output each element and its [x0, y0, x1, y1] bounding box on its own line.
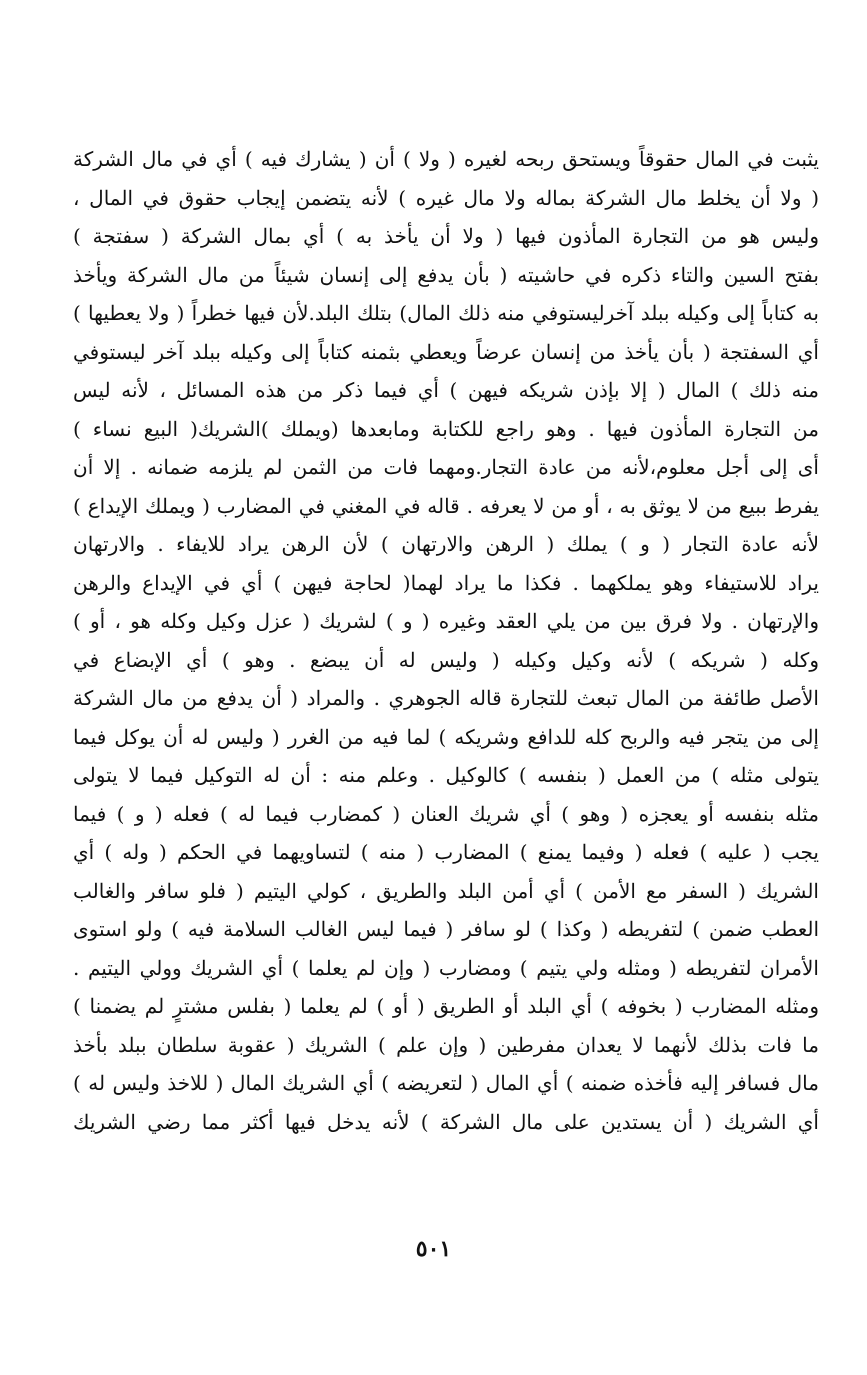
- text-line: يراد للاستيفاء وهو يملكهما . فكذا ما يراد لهما( لحاجة فيهن ) أي في الإيداع والرهن: [73, 570, 819, 595]
- text-line: ( ولا أن يخلط مال الشركة بماله ولا مال غيره ) لأنه يتضمن إيجاب حقوق في المال ،: [73, 185, 819, 210]
- text-line: أي الشريك ( أن يستدين على مال الشركة ) لأنه يدخل فيها أكثر مما رضي الشريك: [73, 1109, 819, 1134]
- text-line: وليس هو من التجارة المأذون فيها ( ولا أن يأخذ به ) أي بمال الشركة ( سفتجة ): [73, 224, 819, 248]
- text-line: مال فسافر إليه فأخذه ضمنه ) أي المال ( لتعريضه ) أي الشريك المال ( للاخذ وليس له ): [73, 1071, 819, 1095]
- text-line: من التجارة المأذون فيها . وهو راجع للكتابة ومابعدها (ويملك )الشريك( البيع نساء ): [73, 416, 819, 441]
- text-line: بفتح السين والتاء ذكره في حاشيته ( بأن يدفع إلى إنسان شيئاً من مال الشركة ويأخذ: [73, 262, 819, 287]
- text-line: يفرط ببيع من لا يوثق به ، أو من لا يعرفه . قاله في المغني في المضارب ( ويملك الإيداع ): [73, 493, 819, 518]
- text-line: به كتاباً إلى وكيله ببلد آخرليستوفي منه ذلك المال) بتلك البلد.لأن فيها خطراً ( ولا يعطيها ): [73, 301, 819, 325]
- text-line: يتولى مثله ) من العمل ( بنفسه ) كالوكيل . وعلم منه : أن له التوكيل فيما لا يتولى: [73, 763, 819, 787]
- text-line: لأنه عادة التجار ( و ) يملك ( الرهن والارتهان ) لأن الرهن يراد للايفاء . والارتهان: [73, 532, 819, 556]
- text-line: يجب ( عليه ) فعله ( وفيما يمنع ) المضارب ( منه ) لتساويهما في الحكم ( وله ) أي: [73, 840, 819, 864]
- text-line: مثله بنفسه أو يعجزه ( وهو ) أي شريك العنان ( كمضارب فيما له ) فعله ( و ) فيما: [73, 801, 819, 826]
- text-line: منه ذلك ) المال ( إلا بإذن شريكه فيهن ) أي فيما ذكر من هذه المسائل ، لأنه ليس: [73, 378, 819, 402]
- text-line: وكله ( شريكه ) لأنه وكيل وكيله ( وليس له أن يبضع . وهو ) أي الإبضاع في: [73, 647, 819, 672]
- text-line: إلى من يتجر فيه والربح كله للدافع وشريكه ) لما فيه من الغرر ( وليس له أن يوكل فيما: [73, 724, 819, 749]
- body-text: [73, 140, 819, 1141]
- text-line: ما فات بذلك لأنهما لا يعدان مفرطين ( وإن علم ) الشريك ( عقوبة سلطان ببلد بأخذ: [73, 1032, 819, 1057]
- text-line: العطب ضمن ) لتفريطه ( وكذا ) لو سافر ( فيما ليس الغالب السلامة فيه ) ولو استوى: [73, 917, 819, 941]
- text-line: ومثله المضارب ( بخوفه ) أي البلد أو الطريق ( أو ) لم يعلما ( بفلس مشترٍ لم يضمنا ): [73, 994, 819, 1018]
- text-line: أى إلى أجل معلوم،لأنه من عادة التجار.ومهما فات من الثمن لم يلزمه ضمانه . إلا أن: [73, 455, 819, 479]
- text-line: الأمران لتفريطه ( ومثله ولي يتيم ) ومضارب ( وإن لم يعلما ) أي الشريك وولي اليتيم .: [73, 955, 819, 980]
- text-line: يثبت في المال حقوقاً ويستحق ربحه لغيره ( ولا ) أن ( يشارك فيه ) أي في مال الشركة: [73, 147, 819, 171]
- text-line: الأصل طائفة من المال تبعث للتجارة قاله الجوهري . والمراد ( أن يدفع من مال الشركة: [73, 686, 819, 710]
- text-line: والإرتهان . ولا فرق بين من يلي العقد وغيره ( و ) لشريك ( عزل وكيل وكله هو ، أو ): [73, 609, 819, 633]
- page-number: ٥٠١: [415, 1236, 452, 1262]
- text-line: الشريك ( السفر مع الأمن ) أي أمن البلد والطريق ، كولي اليتيم ( فلو سافر والغالب: [73, 878, 819, 903]
- text-line: أي السفتجة ( بأن يأخذ من إنسان عرضاً ويعطي بثمنه كتاباً إلى وكيله ببلد آخر ليستوفي: [73, 339, 819, 364]
